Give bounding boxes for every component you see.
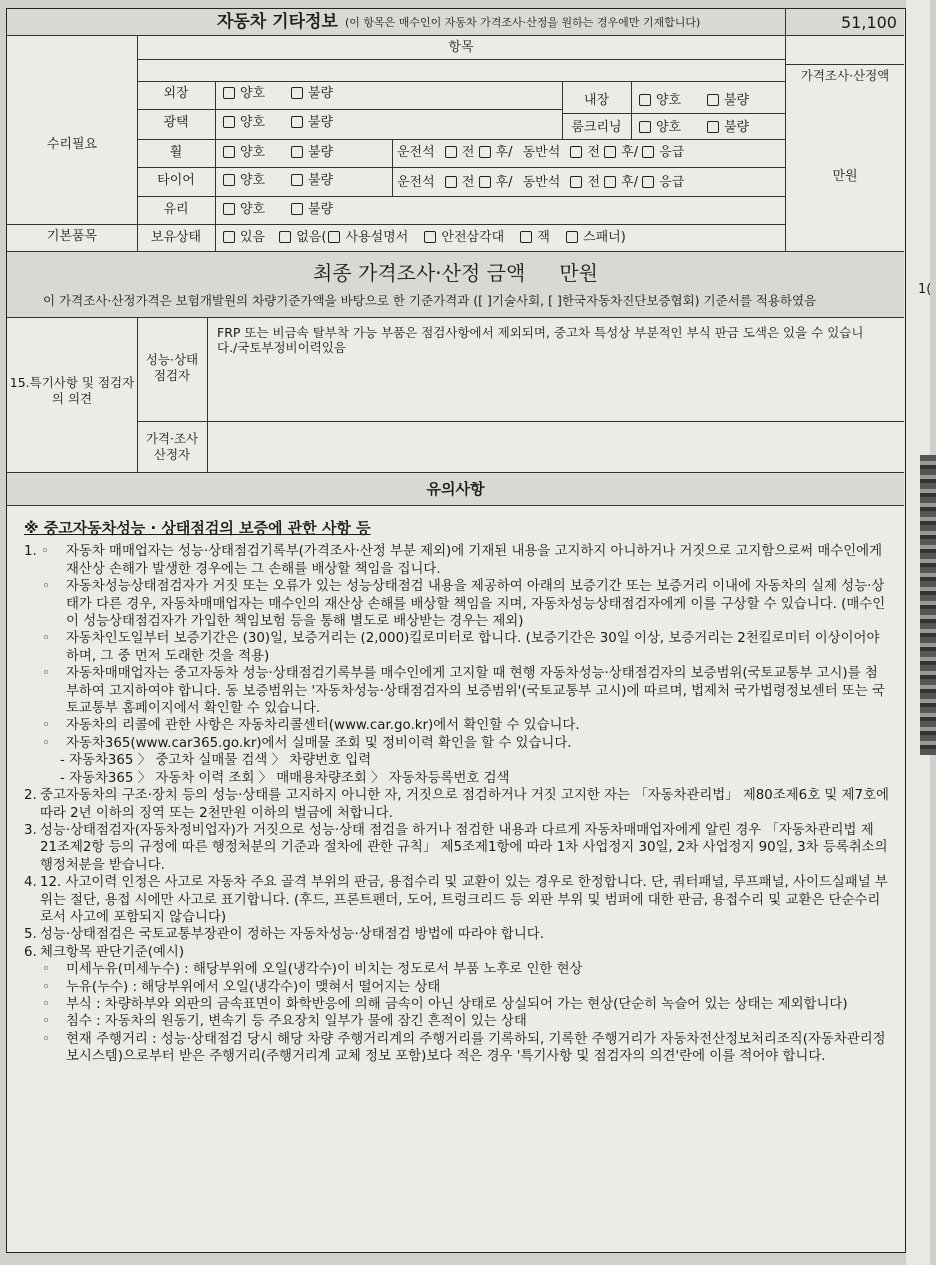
inspector-label: 성능·상태 점검자: [145, 352, 199, 383]
notice-item-marker: ◦: [42, 979, 50, 995]
notice-item: [24, 979, 890, 996]
gloss-bad-option[interactable]: 불량: [291, 115, 333, 131]
checkbox[interactable]: [279, 231, 291, 243]
interior-good-option[interactable]: 양호: [639, 93, 681, 109]
glass-bad-option[interactable]: 불량: [291, 202, 333, 218]
notice-item-text: 자동차인도일부터 보증기간은 (30)일, 보증거리는 (2,000)킬로미터로 합니다. (보증기간은 30일 이상, 보증거리는 2천킬로미터 이상이어야 하며, 그 중 먼저 도래한 것을 적용): [66, 631, 880, 664]
wheel-seat-options: 운전석 전 후/ 동반석 전 후/ 응급: [397, 145, 685, 160]
checkbox[interactable]: [424, 231, 436, 243]
notice-item: [24, 578, 890, 630]
checkbox[interactable]: [642, 146, 654, 158]
notice-item-marker: 2.: [24, 788, 37, 804]
notice-item: [24, 944, 890, 961]
notice-item-text: 자동차의 리콜에 관한 사항은 자동차리콜센터(www.car.go.kr)에서 확인할 수 있습니다.: [66, 718, 580, 734]
room-cleaning-good-option[interactable]: 양호: [639, 120, 681, 136]
passenger-seat-label: 동반석: [522, 175, 561, 190]
possession-options: 있음 없음( 사용설명서 안전삼각대 잭 스패너): [223, 230, 626, 246]
checkbox[interactable]: [291, 174, 303, 186]
notice-item-text: - 자동차365 〉 중고차 실매물 검색 〉 차량번호 입력: [60, 753, 372, 769]
driver-seat-label: 운전석: [397, 145, 435, 160]
checkbox[interactable]: [604, 146, 616, 158]
checkbox[interactable]: [570, 176, 582, 188]
notice-item-text: - 자동차365 〉 자동차 이력 조회 〉 매매용차량조회 〉 자동차등록번호 검색: [60, 770, 510, 786]
notice-item: [24, 996, 890, 1013]
notice-item-marker: ◦: [42, 631, 50, 647]
notice-item: [24, 1031, 890, 1066]
checkbox[interactable]: [570, 146, 582, 158]
checkbox[interactable]: [223, 116, 235, 128]
inspector-opinion: FRP 또는 비금속 탈부착 가능 부품은 점검사항에서 제외되며, 중고차 특성상 부분적인 부식 판금 도색은 있을 수 있습니다./국토부정비이력있음: [217, 325, 864, 355]
notice-item-marker: ◦: [42, 666, 50, 682]
notice-item-text: 자동차성능상태점검자가 거짓 또는 오류가 있는 성능상태점검 내용을 제공하여 아래의 보증기간 또는 보증거리 이내에 자동차의 실제 성능·상태가 다른 경우, 자동차매매업자는 매수인의 재산상 손해를 배상할 책임을 지며, 자동차성능상태점검자에게 이를 구상할 수 있습니다. (매수인이 성능상태점검자가 가입한 책임보험 등을 통해 별도로 배상받는 경우는 제외): [66, 579, 886, 630]
row-label-interior: 내장: [583, 93, 610, 108]
notice-item-text: 성능·상태점검은 국토교통부장관이 정하는 자동차성능·상태점검 방법에 따라야 합니다.: [40, 927, 544, 943]
notice-item-text: 성능·상태점검자(자동차정비업자)가 거짓으로 성능·상태 점검을 하거나 점검한 내용과 다르게 자동차매매업자에게 알린 경우 「자동차관리법 제21조제2항 등의 규정에 따른 행정처분의 기준과 절차에 관한 규칙」 제5조제1항에 따라 1차 사업정지 30일, 2차 사업정지 90일, 3차 등록취소의 행정처분을 받습니다.: [40, 822, 888, 873]
driver-seat-label: 운전석: [397, 175, 435, 190]
notice-item-marker: ◦: [42, 996, 50, 1012]
notice-item-marker: ◦: [42, 1014, 50, 1030]
final-price-note: 이 가격조사·산정가격은 보험개발원의 차량기준가액을 바탕으로 한 기준가격과 ([ ]기술사회, [ ]한국자동차진단보증협회) 기준서를 적용하였음: [43, 293, 817, 308]
col-header-price: 가격조사·산정액: [800, 68, 890, 83]
notice-item-marker: 6.: [24, 944, 37, 960]
tire-bad-option[interactable]: 불량: [291, 173, 333, 189]
adjacent-page-edge: [906, 0, 930, 1265]
checkbox[interactable]: [291, 116, 303, 128]
interior-bad-option[interactable]: 불량: [707, 93, 749, 109]
checkbox[interactable]: [291, 146, 303, 158]
repair-group-label: 수리필요: [46, 137, 98, 152]
section-subtitle: (이 항목은 매수인이 자동차 가격조사·산정을 원하는 경우에만 기재합니다): [345, 16, 701, 29]
notice-item-marker: 4.: [24, 875, 37, 891]
exterior-good-option[interactable]: 양호: [223, 86, 265, 102]
notice-item-marker: ◦: [42, 579, 50, 595]
gloss-good-option[interactable]: 양호: [223, 115, 265, 131]
notice-item-text: 누유(누수) : 해당부위에서 오일(냉각수)이 맺혀서 떨어지는 상태: [66, 979, 441, 995]
notice-item-text: 자동차매매업자는 중고자동차 성능·상태점검기록부를 매수인에게 고지할 때 현행 자동차성능·상태점검자의 보증범위(국토교통부 고시)를 첨부하여 고지하여야 합니다. 동 보증범위는 '자동차성능·상태점검자의 보증범위'(국토교통부 고시)에 따르며, 법제처 국가법령정보센터 또는 국토교통부 홈페이지에서 확인할 수 있습니다.: [66, 666, 885, 717]
notice-item: [24, 543, 890, 578]
checkbox[interactable]: [479, 176, 491, 188]
special-notes-label: 15.특기사항 및 점검자의 의견: [9, 375, 135, 406]
appraiser-label: 가격·조사 산정자: [145, 431, 199, 462]
exterior-bad-option[interactable]: 불량: [291, 86, 333, 102]
notice-item: [24, 787, 890, 822]
notice-item: [24, 735, 890, 752]
notice-item-text: 자동차365(www.car365.go.kr)에서 실매물 조회 및 정비이력 확인을 할 수 있습니다.: [66, 735, 572, 751]
notice-item: [24, 665, 890, 717]
notice-item-marker: ◦: [42, 735, 50, 751]
checkbox[interactable]: [223, 87, 235, 99]
edge-photo-strip: [920, 455, 936, 755]
notice-item: [24, 770, 890, 787]
notice-list: [24, 543, 890, 1065]
notice-item-marker: 3.: [24, 822, 37, 838]
notice-item: [24, 926, 890, 943]
checkbox[interactable]: [291, 87, 303, 99]
notice-item-marker: 5.: [24, 927, 37, 943]
notice-item-text: 현재 주행거리 : 성능·상태점검 당시 해당 차량 주행거리계의 주행거리를 기록하되, 기록한 주행거리가 자동차전산정보처리조직(자동차관리정보시스템)으로부터 받은 주행거리(주행거리계 교체 정보 포함)보다 적은 경우 '특기사항 및 점검자의 의견'란에 이를 적어야 합니다.: [66, 1031, 886, 1065]
tire-seat-options: 운전석 전 후/ 동반석 전 후/ 응급: [397, 175, 685, 190]
notice-item: [24, 752, 890, 769]
checkbox[interactable]: [223, 203, 235, 215]
row-label-possession: 보유상태: [150, 230, 202, 245]
checkbox[interactable]: [223, 146, 235, 158]
section-title: 자동차 기타정보: [217, 12, 338, 32]
checkbox[interactable]: [479, 146, 491, 158]
notice-item: [24, 874, 890, 926]
room-cleaning-bad-option[interactable]: 불량: [707, 120, 749, 136]
wheel-good-option[interactable]: 양호: [223, 145, 265, 161]
notice-item: [24, 1013, 890, 1030]
page-price-value: 51,100: [841, 13, 897, 32]
notice-item-text: 중고자동차의 구조·장치 등의 성능·상태를 고지하지 아니한 자, 거짓으로 점검하거나 거짓 고지한 자는 「자동차관리법」 제80조제6호 및 제7호에 따라 2년 이하의 징역 또는 2천만원 이하의 벌금에 처합니다.: [40, 788, 889, 821]
notice-item-text: 침수 : 자동차의 원동기, 변속기 등 주요장치 일부가 물에 잠긴 흔적이 있는 상태: [66, 1014, 527, 1030]
row-label-gloss: 광택: [163, 115, 189, 130]
notice-item: [24, 961, 890, 978]
checkbox[interactable]: [566, 231, 578, 243]
notice-item: [24, 630, 890, 665]
row-label-glass: 유리: [163, 202, 189, 217]
notice-item: [24, 717, 890, 734]
notice-item-text: 미세누유(미세누수) : 해당부위에 오일(냉각수)이 비치는 정도로서 부품 노후로 인한 현상: [66, 962, 583, 978]
notice-item: [24, 822, 890, 874]
checkbox[interactable]: [328, 231, 340, 243]
final-price-title: 최종 가격조사·산정 금액 만원: [313, 261, 598, 285]
checkbox[interactable]: [604, 176, 616, 188]
notice-title: 유의사항: [426, 480, 485, 498]
passenger-seat-label: 동반석: [522, 145, 561, 160]
checkbox[interactable]: [707, 121, 719, 133]
checkbox[interactable]: [223, 231, 235, 243]
notice-item-text: 체크항목 판단기준(예시): [40, 944, 185, 960]
checkbox[interactable]: [223, 174, 235, 186]
tire-good-option[interactable]: 양호: [223, 173, 265, 189]
notice-item-text: 부식 : 차량하부와 외판의 금속표면이 화학반응에 의해 금속이 아닌 상태로 상실되어 가는 현상(단순히 녹슬어 있는 상태는 제외합니다): [66, 996, 848, 1012]
notice-item-marker: 1. ◦: [24, 544, 49, 560]
row-label-tire: 타이어: [157, 173, 195, 188]
checkbox[interactable]: [642, 176, 654, 188]
price-unit: 만원: [832, 169, 858, 184]
row-label-room-cleaning: 룸크리닝: [571, 120, 622, 135]
row-label-exterior: 외장: [163, 86, 189, 101]
notice-item-marker: ◦: [42, 1031, 50, 1047]
notice-item-marker: ◦: [42, 962, 50, 978]
glass-good-option[interactable]: 양호: [223, 202, 265, 218]
row-label-wheel: 휠: [169, 145, 183, 160]
edge-mark: 1(: [918, 282, 932, 297]
checkbox[interactable]: [291, 203, 303, 215]
notice-item-text: 12. 사고이력 인정은 사고로 자동차 주요 골격 부위의 판금, 용접수리 및 교환이 있는 경우로 한정합니다. 단, 쿼터패널, 루프패널, 사이드실패널 부위는 절단, 용접 시에만 사고로 표기합니다. (후드, 프론트펜더, 도어, 트렁크리드 등 외판 부위 및 범퍼에 대한 판금, 용접수리 및 교환은 단순수리로서 사고에 포함되지 않습니다): [40, 875, 888, 925]
notice-heading: ※ 중고자동차성능 · 상태점검의 보증에 관한 사항 등: [24, 519, 371, 537]
notice-item-text: 자동차 매매업자는 성능·상태점검기록부(가격조사·산정 부분 제외)에 기재된 내용을 고지하지 아니하거나 거짓으로 고지함으로써 매수인에게 재산상 손해가 발생한 경우에는 그 손해를 배상할 책임을 집니다.: [66, 544, 883, 577]
col-header-items: 항목: [448, 40, 474, 55]
checkbox[interactable]: [445, 176, 457, 188]
checkbox[interactable]: [520, 231, 532, 243]
checkbox[interactable]: [707, 94, 719, 106]
basic-group-label: 기본품목: [46, 229, 98, 244]
notice-item-marker: ◦: [42, 718, 50, 734]
checkbox[interactable]: [639, 121, 651, 133]
notice-body: [24, 520, 890, 1066]
wheel-bad-option[interactable]: 불량: [291, 145, 333, 161]
checkbox[interactable]: [639, 94, 651, 106]
checkbox[interactable]: [445, 146, 457, 158]
